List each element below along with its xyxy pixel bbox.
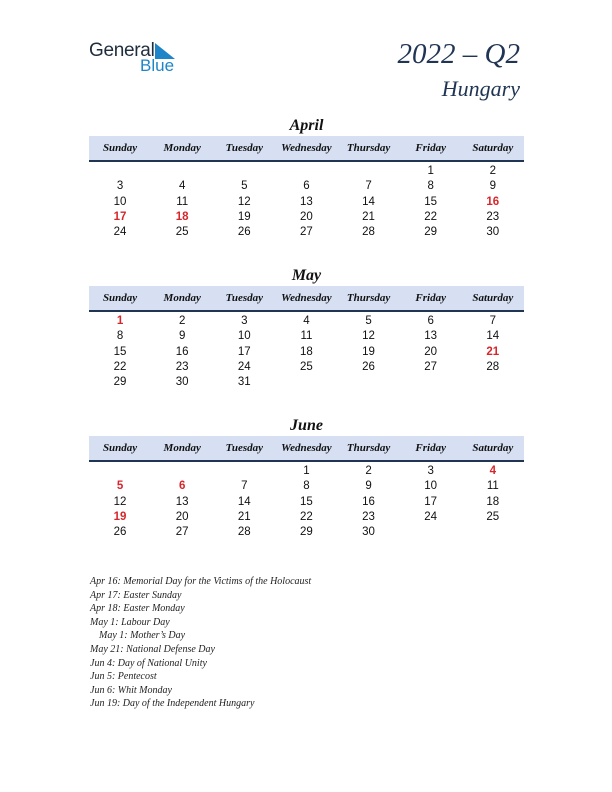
month-april [89, 116, 524, 240]
holiday-entry: Jun 4: Day of National Unity [90, 657, 207, 669]
days-grid [89, 312, 524, 390]
day-cell: 30 [486, 226, 500, 239]
day-cell [213, 464, 275, 479]
day-cell: 29 [113, 376, 127, 389]
holiday-entry: Apr 17: Easter Sunday [90, 589, 182, 601]
day-cell: 17 [424, 495, 438, 508]
day-cell: 13 [300, 195, 313, 208]
day-cell [462, 375, 524, 390]
day-cell: 24 [424, 510, 438, 523]
holiday-entry: May 1: Mother’s Day [99, 630, 186, 642]
day-cell: 25 [175, 226, 189, 239]
weekday-label: Wednesday [281, 442, 332, 454]
day-cell [275, 164, 337, 179]
day-cell [213, 164, 275, 179]
holiday-entry: Apr 16: Memorial Day for the Victims of the Holocaust [90, 576, 312, 587]
week-row [89, 360, 524, 375]
holiday-list [90, 575, 311, 711]
day-cell: 27 [300, 226, 313, 239]
day-cell [151, 164, 213, 179]
day-cell [275, 375, 337, 390]
day-cell: 7 [365, 180, 372, 193]
day-cell: 11 [486, 480, 499, 493]
day-cell: 15 [113, 345, 127, 358]
weekday-label: Tuesday [225, 142, 264, 154]
holiday-entry: Jun 6: Whit Monday [90, 684, 172, 696]
days-grid [89, 162, 524, 240]
day-cell: 23 [175, 360, 189, 373]
day-cell [400, 375, 462, 390]
weekday-label: Tuesday [225, 292, 264, 304]
day-cell: 18 [486, 495, 500, 508]
day-cell: 20 [424, 345, 438, 358]
day-cell: 12 [113, 495, 127, 508]
holiday-day-cell: 18 [175, 210, 189, 223]
day-cell [338, 164, 400, 179]
day-cell: 28 [237, 526, 251, 539]
weekday-label: Sunday [102, 442, 138, 454]
day-cell: 3 [116, 180, 124, 193]
day-cell: 4 [178, 180, 186, 193]
day-cell: 18 [300, 345, 313, 358]
day-cell: 4 [303, 315, 310, 327]
holiday-entry: Apr 18: Easter Monday [90, 603, 185, 615]
day-cell: 19 [362, 345, 375, 358]
day-cell: 9 [365, 480, 372, 493]
month-name: April [289, 117, 324, 134]
week-row [89, 164, 524, 179]
weekday-label: Wednesday [281, 142, 332, 154]
weekday-label: Monday [163, 442, 201, 454]
day-cell [151, 464, 213, 479]
day-cell: 24 [237, 360, 251, 373]
weekday-label: Friday [415, 292, 446, 304]
day-cell: 30 [175, 376, 189, 389]
month-name: May [291, 267, 322, 284]
holiday-entry: May 1: Labour Day [90, 616, 170, 628]
week-row [89, 314, 524, 329]
day-cell: 14 [486, 330, 500, 343]
day-cell: 9 [489, 180, 497, 193]
holiday-day-cell: 21 [486, 345, 500, 358]
week-row [89, 179, 524, 194]
weekday-label: Sunday [102, 292, 138, 304]
day-cell: 21 [237, 510, 251, 523]
day-cell: 6 [303, 180, 310, 193]
weekday-label: Tuesday [225, 442, 264, 454]
day-cell: 1 [427, 165, 434, 177]
day-cell: 8 [116, 330, 124, 343]
day-cell: 24 [113, 226, 127, 239]
week-row [89, 375, 524, 390]
day-cell: 7 [241, 480, 248, 493]
day-cell [89, 164, 151, 179]
day-cell: 13 [175, 495, 189, 508]
day-cell: 19 [237, 210, 251, 223]
country-name: Hungary [441, 76, 520, 101]
weekday-label: Thursday [346, 442, 391, 454]
month-may [89, 266, 524, 390]
day-cell [400, 525, 462, 540]
day-cell: 29 [300, 526, 313, 539]
day-cell: 8 [427, 180, 434, 193]
day-cell: 14 [237, 495, 251, 508]
holiday-day-cell: 6 [178, 480, 186, 493]
holiday-day-cell: 17 [113, 210, 127, 223]
day-cell: 10 [237, 330, 251, 343]
weekday-label: Friday [415, 442, 446, 454]
weekday-label: Thursday [346, 292, 391, 304]
day-cell: 12 [237, 195, 251, 208]
day-cell: 27 [424, 360, 438, 373]
holiday-entry: Jun 19: Day of the Independent Hungary [90, 698, 255, 710]
day-cell [338, 375, 400, 390]
day-cell [89, 464, 151, 479]
weekday-label: Monday [163, 292, 201, 304]
holiday-day-cell: 4 [489, 465, 497, 477]
day-cell: 10 [113, 195, 127, 208]
day-cell [462, 525, 524, 540]
logo-word-blue: Blue [140, 56, 175, 75]
day-cell: 22 [113, 360, 127, 373]
day-cell: 22 [424, 210, 438, 223]
day-cell: 28 [486, 360, 500, 373]
holiday-day-cell: 19 [113, 510, 127, 523]
day-cell: 5 [241, 180, 248, 193]
day-cell: 11 [176, 195, 189, 208]
day-cell: 17 [237, 345, 251, 358]
day-cell: 25 [486, 510, 500, 523]
week-row [89, 479, 524, 494]
page-title: 2022 – Q2 [397, 38, 520, 70]
week-row [89, 329, 524, 344]
day-cell: 29 [424, 226, 438, 239]
week-row [89, 195, 524, 210]
day-cell: 20 [175, 510, 189, 523]
day-cell: 3 [241, 315, 248, 327]
day-cell: 25 [300, 360, 313, 373]
weekday-label: Friday [415, 142, 446, 154]
day-cell: 16 [362, 495, 375, 508]
day-cell: 31 [237, 376, 251, 389]
day-cell: 26 [362, 360, 375, 373]
day-cell: 15 [300, 495, 313, 508]
week-row [89, 464, 524, 479]
day-cell: 27 [175, 526, 189, 539]
weekday-label: Thursday [346, 142, 391, 154]
day-cell: 30 [362, 526, 375, 539]
holiday-entry: Jun 5: Pentecost [90, 671, 157, 683]
day-cell: 2 [365, 465, 372, 477]
day-cell: 15 [424, 195, 438, 208]
week-row [89, 225, 524, 240]
week-row [89, 525, 524, 540]
weekday-header [89, 286, 524, 312]
month-name: June [290, 417, 323, 434]
day-cell: 1 [303, 465, 310, 477]
day-cell: 21 [362, 210, 375, 223]
weekday-header [89, 436, 524, 462]
week-row [89, 510, 524, 525]
holiday-entry: May 21: National Defense Day [90, 643, 215, 655]
day-cell: 23 [362, 510, 375, 523]
day-cell: 28 [362, 226, 375, 239]
day-cell: 11 [300, 330, 313, 343]
day-cell: 23 [486, 210, 500, 223]
weekday-label: Wednesday [281, 292, 332, 304]
days-grid [89, 462, 524, 540]
weekday-header [89, 136, 524, 162]
weekday-label: Saturday [472, 142, 514, 154]
day-cell: 26 [113, 526, 127, 539]
week-row [89, 345, 524, 360]
day-cell: 13 [424, 330, 438, 343]
day-cell: 12 [362, 330, 375, 343]
day-cell: 7 [489, 315, 497, 327]
day-cell: 2 [178, 315, 186, 327]
day-cell: 5 [365, 315, 372, 327]
day-cell: 8 [303, 480, 310, 493]
holiday-day-cell: 1 [116, 315, 124, 327]
day-cell: 16 [175, 345, 189, 358]
day-cell: 9 [178, 330, 186, 343]
day-cell: 10 [424, 480, 438, 493]
weekday-label: Sunday [102, 142, 138, 154]
weekday-label: Monday [163, 142, 201, 154]
generalblue-logo [89, 40, 189, 76]
day-cell: 3 [427, 465, 434, 477]
logo-word-general: General [89, 40, 155, 61]
month-june [89, 416, 524, 540]
holiday-day-cell: 16 [486, 195, 500, 208]
day-cell: 6 [427, 315, 434, 327]
holiday-day-cell: 5 [116, 480, 124, 493]
day-cell: 14 [362, 195, 375, 208]
day-cell: 20 [300, 210, 313, 223]
weekday-label: Saturday [472, 442, 514, 454]
week-row [89, 495, 524, 510]
week-row [89, 210, 524, 225]
weekday-label: Saturday [472, 292, 514, 304]
day-cell: 26 [237, 226, 251, 239]
day-cell: 22 [300, 510, 313, 523]
day-cell: 2 [489, 165, 497, 177]
